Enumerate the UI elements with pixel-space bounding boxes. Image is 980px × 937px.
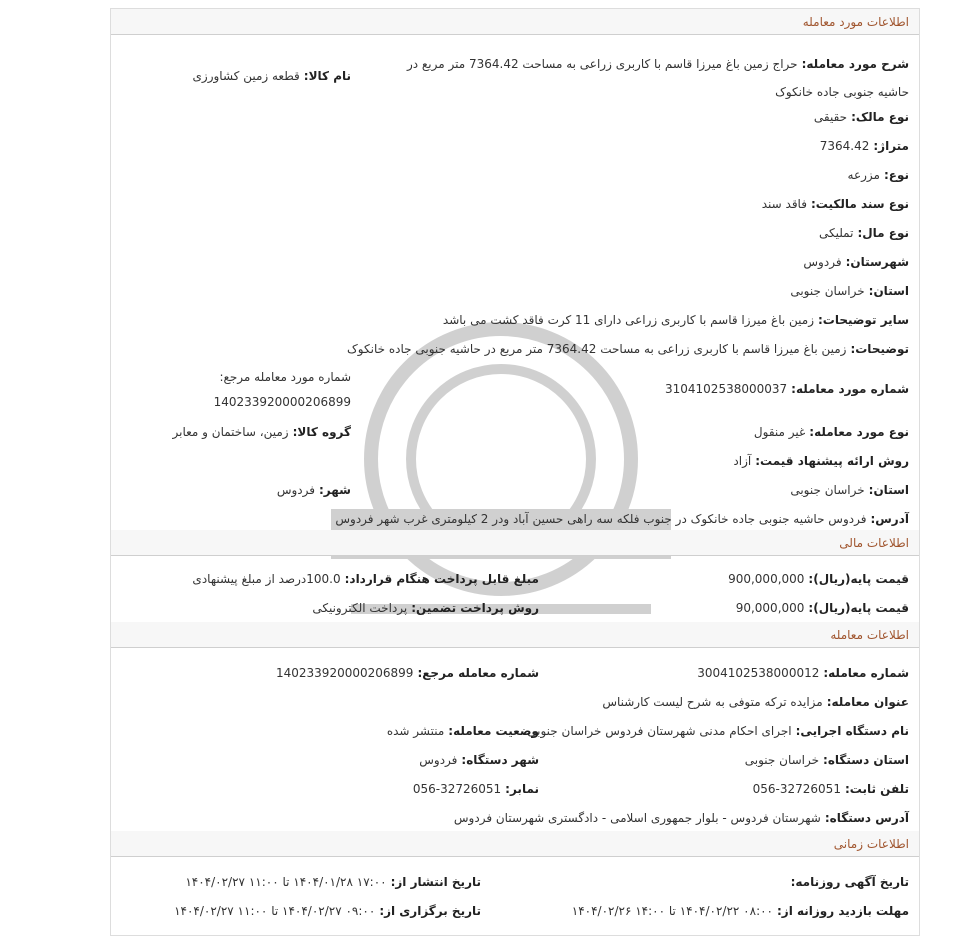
county-field: شهرستان:فردوس	[803, 255, 909, 269]
goods-group-field: گروه کالا:زمین، ساختمان و معابر	[172, 425, 351, 439]
deed-type-field: نوع سند مالکیت:فاقد سند	[761, 197, 909, 211]
city-field: شهر:فردوس	[276, 483, 351, 497]
agency-province-field: استان دستگاه:خراسان جنوبی	[744, 753, 909, 767]
executive-agency-field: نام دستگاه اجرایی:اجرای احکام مدنی شهرستان فردوس خراسان جنوبی	[527, 724, 909, 738]
transaction-ref-field: شماره معامله مرجع:140233920000206899	[276, 666, 539, 680]
section-header-timing: اطلاعات زمانی	[111, 831, 919, 857]
deal-number-field: شماره مورد معامله:3104102538000037	[665, 382, 909, 396]
section-header-transaction: اطلاعات معامله	[111, 622, 919, 648]
publish-date-field: تاریخ انتشار از:۱۷:۰۰ ۱۴۰۴/۰۱/۲۸ تا ۱۱:۰۰ ۱۴۰۴/۰۲/۲۷	[185, 875, 481, 889]
owner-type-field: نوع مالک:حقیقی	[813, 110, 909, 124]
description-field: توضیحات:زمین باغ میرزا قاسم با کاربری زراعی به مساحت 7364.42 متر مربع در حاشیه جنوبی جاده خانکوک	[347, 342, 909, 356]
section-header-financial: اطلاعات مالی	[111, 530, 919, 556]
deal-description-value: حراج زمین باغ میرزا قاسم با کاربری زراعی به مساحت 7364.42 متر مربع در حاشیه جنوبی جاده خانکوک	[406, 57, 909, 99]
phone-field: تلفن ثابت:32726051-056	[752, 782, 909, 796]
province-field: استان:خراسان جنوبی	[790, 284, 909, 298]
deal-description	[389, 50, 909, 106]
agency-address-field: آدرس دستگاه:شهرستان فردوس - بلوار جمهوری اسلامی - دادگستری شهرستان فردوس	[453, 811, 909, 825]
agency-city-field: شهر دستگاه:فردوس	[419, 753, 539, 767]
ref-deal-number-label: شماره مورد معامله مرجع:	[219, 370, 351, 384]
address-field: آدرس:فردوس حاشیه جنوبی جاده خانکوک در جنوب فلکه سه راهی حسین آباد ودر 2 کیلومتری غرب شهر فردوس	[335, 512, 909, 526]
guarantee-method-field: روش پرداخت تضمین:پرداخت الکترونیکی	[312, 601, 539, 615]
visit-deadline-field: مهلت بازدید روزانه از:۰۸:۰۰ ۱۴۰۴/۰۲/۲۲ تا ۱۴:۰۰ ۱۴۰۴/۰۲/۲۶	[571, 904, 909, 918]
transaction-number-field: شماره معامله:3004102538000012	[697, 666, 909, 680]
base-price2-field: قیمت پایه(ریال):90,000,000	[735, 601, 909, 615]
hold-date-field: تاریخ برگزاری از:۰۹:۰۰ ۱۴۰۴/۰۲/۲۷ تا ۱۱:۰۰ ۱۴۰۴/۰۲/۲۷	[174, 904, 481, 918]
goods-name-value: قطعه زمین کشاورزی	[192, 69, 300, 83]
base-price-field: قیمت پایه(ریال):900,000,000	[728, 572, 909, 586]
other-description-field: سایر توضیحات:زمین باغ میرزا قاسم با کاربری زراعی دارای 11 کرت فاقد کشت می باشد	[442, 313, 909, 327]
price-method-field: روش ارائه پیشنهاد قیمت:آزاد	[733, 454, 909, 468]
type-field: نوع:مزرعه	[847, 168, 909, 182]
transaction-title-field: عنوان معامله:مزایده ترکه متوفی به شرح لیست کارشناس	[602, 695, 909, 709]
goods-name-label: نام کالا:	[303, 69, 351, 83]
transaction-status-field: وضعیت معامله:منتشر شده	[386, 724, 539, 738]
newspaper-date-field: تاریخ آگهی روزنامه:	[790, 875, 909, 889]
property-type-field: نوع مال:تملیکی	[818, 226, 909, 240]
deal-description-label: شرح مورد معامله:	[801, 57, 909, 71]
payable-amount-field: مبلغ قابل پرداخت هنگام قرارداد:100.0درصد از مبلغ پیشنهادی	[192, 572, 539, 586]
goods-name-field	[193, 67, 351, 85]
ref-deal-number-value: 140233920000206899	[213, 395, 351, 409]
fax-field: نمابر:32726051-056	[412, 782, 539, 796]
deal-kind-field: نوع مورد معامله:غیر منقول	[753, 425, 909, 439]
auction-details-panel	[110, 8, 920, 936]
section-header-deal-info: اطلاعات مورد معامله	[111, 9, 919, 35]
province2-field: استان:خراسان جنوبی	[790, 483, 909, 497]
area-field: متراژ:7364.42	[819, 139, 909, 153]
